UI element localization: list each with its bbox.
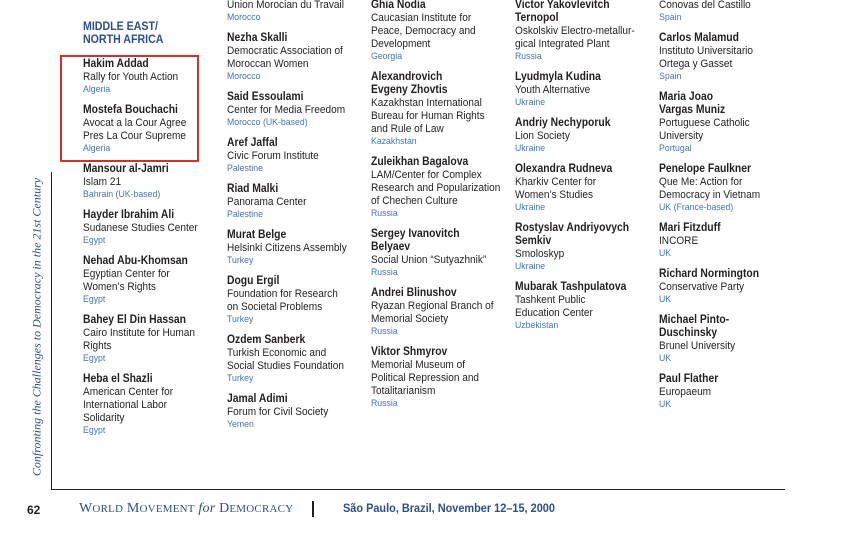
participant-name: Said Essoulami <box>227 91 304 103</box>
participant-organization: of Chechen Culture <box>371 195 458 207</box>
participant-organization: Development <box>371 38 431 50</box>
participant-organization: Cairo Institute for Human <box>83 327 195 339</box>
participant-entry <box>515 117 657 155</box>
participant-country: Ukraine <box>515 202 546 213</box>
region-heading-line: NORTH AFRICA <box>83 32 164 46</box>
participant-organization: Smoloskyp <box>515 248 565 260</box>
participant-country: Spain <box>659 12 682 23</box>
participant-entry <box>371 156 513 220</box>
participant-country: Portugal <box>659 143 692 154</box>
participant-organization: Moroccan Women <box>227 58 309 70</box>
participant-country: Russia <box>371 267 398 278</box>
participant-country: Ukraine <box>515 97 546 108</box>
participant-country: UK <box>659 353 672 364</box>
brand-ovement: OVEMENT <box>139 503 195 515</box>
participant-organization: Egyptian Center for <box>83 268 170 280</box>
participant-entry <box>659 268 801 306</box>
participant-country: Algeria <box>83 84 111 95</box>
participant-entry <box>659 222 801 260</box>
participant-organization: Turkish Economic and <box>227 347 327 359</box>
participant-name: Bahey El Din Hassan <box>83 314 186 326</box>
column-4 <box>515 0 657 340</box>
participant-organization: Kazakhstan International <box>371 97 482 109</box>
participant-name: Ghia Nodia <box>371 0 426 11</box>
participant-country: Russia <box>371 398 398 409</box>
participant-name: Rostyslav Andriyovych <box>515 222 630 234</box>
participant-organization: Civic Forum Institute <box>227 150 319 162</box>
participant-country: Egypt <box>83 235 106 246</box>
participant-organization: Europaeum <box>659 386 712 398</box>
participant-name: Olexandra Rudneva <box>515 163 613 175</box>
participant-country: UK (France-based) <box>659 202 734 213</box>
participant-country: UK <box>659 399 672 410</box>
participant-organization: Political Repression and <box>371 372 480 384</box>
participant-organization: Panorama Center <box>227 196 307 208</box>
page-number: 62 <box>27 503 41 517</box>
participant-organization: Oskolskiv Electro-metallur- <box>515 25 635 37</box>
participant-country: Ukraine <box>515 261 546 272</box>
participant-entry <box>227 183 369 221</box>
participant-name: Maria Joao <box>659 91 714 103</box>
participant-country: Algeria <box>83 143 111 154</box>
participant-name: Sergey Ivanovitch <box>371 228 460 240</box>
participant-organization: Portuguese Catholic <box>659 117 750 129</box>
participant-country: Egypt <box>83 294 106 305</box>
participant-organization: INCORE <box>659 235 699 247</box>
participant-entry <box>371 0 513 63</box>
participant-country: Turkey <box>227 314 254 325</box>
participant-country: Bahrain (UK-based) <box>83 189 161 200</box>
participant-country: Yemen <box>227 419 254 430</box>
participant-organization: Youth Alternative <box>515 84 591 96</box>
participant-organization: Union Morocian du Travail <box>227 0 344 11</box>
participant-organization: Que Me: Action for <box>659 176 743 188</box>
participant-name: Jamal Adimi <box>227 393 288 405</box>
participant-entry <box>659 314 801 365</box>
participant-name: Aref Jaffal <box>227 137 278 149</box>
participant-name: Hakim Addad <box>83 58 149 70</box>
participant-name: Nezha Skalli <box>227 32 288 44</box>
participant-name: Andriy Nechyporuk <box>515 117 611 129</box>
participant-organization: Kharkiv Center for <box>515 176 597 188</box>
participant-entry <box>83 255 225 306</box>
participant-organization: Center for Media Freedom <box>227 104 346 116</box>
participant-name: Vargas Muniz <box>659 104 726 116</box>
column-5 <box>659 0 801 419</box>
participant-organization: Women’s Rights <box>83 281 156 293</box>
brand-w: W <box>79 501 93 516</box>
participant-organization: International Labor <box>83 399 167 411</box>
vertical-rule <box>51 172 52 489</box>
footer-divider <box>312 501 314 517</box>
brand-d: D <box>219 501 230 516</box>
participant-name: Michael Pinto- <box>659 314 730 326</box>
participant-entry <box>515 163 657 214</box>
participant-name: Ozdem Sanberk <box>227 334 306 346</box>
participant-name: Mostefa Bouchachi <box>83 104 178 116</box>
participant-name: Mansour al-Jamri <box>83 163 169 175</box>
participant-entry <box>659 91 801 155</box>
participant-organization: Foundation for Research <box>227 288 338 300</box>
participant-entry <box>227 229 369 267</box>
participant-organization: Research and Popularization <box>371 182 501 194</box>
participant-country: Russia <box>515 51 542 62</box>
participant-name: Lyudmyla Kudina <box>515 71 601 83</box>
participant-entry <box>515 71 657 109</box>
participant-organization: Rally for Youth Action <box>83 71 179 83</box>
participant-entry <box>227 32 369 83</box>
participant-organization: Islam 21 <box>83 176 122 188</box>
region-heading-line: MIDDLE EAST/ <box>83 19 158 33</box>
participant-name: Paul Flather <box>659 373 719 385</box>
participant-country: Turkey <box>227 255 254 266</box>
participant-name: Alexandrovich <box>371 71 443 83</box>
participant-country: Egypt <box>83 425 106 436</box>
participant-entry <box>227 275 369 326</box>
participant-entry <box>659 32 801 83</box>
participant-country: UK <box>659 294 672 305</box>
participant-organization: on Societal Problems <box>227 301 323 313</box>
participant-name: Zuleikhan Bagalova <box>371 156 469 168</box>
participant-country: Morocco <box>227 12 261 23</box>
participant-country: Georgia <box>371 51 403 62</box>
participant-entry <box>83 314 225 365</box>
participant-organization: Totalitarianism <box>371 385 436 397</box>
participant-entry <box>659 373 801 411</box>
participant-organization: American Center for <box>83 386 174 398</box>
participant-entry <box>83 209 225 247</box>
participant-name: Semkiv <box>515 235 552 247</box>
participant-name: Duschinsky <box>659 327 718 339</box>
participant-country: Kazakhstan <box>371 136 417 147</box>
brand-emocracy: EMOCRACY <box>229 503 294 515</box>
participant-country: Russia <box>371 326 398 337</box>
participant-name: Belyaev <box>371 241 411 253</box>
participant-name: Mari Fitzduff <box>659 222 721 234</box>
participant-organization: Democratic Association of <box>227 45 343 57</box>
column-3 <box>371 0 513 418</box>
participant-name: Andrei Blinushov <box>371 287 457 299</box>
participant-organization: Helsinki Citizens Assembly <box>227 242 347 254</box>
participant-organization: Instituto Universitario <box>659 45 754 57</box>
participant-name: Heba el Shazli <box>83 373 153 385</box>
brand-for: for <box>198 501 216 516</box>
participant-organization: Brunel University <box>659 340 736 352</box>
participant-entry <box>227 393 369 431</box>
participant-organization: LAM/Center for Complex <box>371 169 482 181</box>
participant-organization: Forum for Civil Society <box>227 406 329 418</box>
participant-organization: Democracy in Vietnam <box>659 189 761 201</box>
brand-orld: ORLD <box>92 503 124 515</box>
participant-organization: Peace, Democracy and <box>371 25 476 37</box>
participant-organization: Pres La Cour Supreme <box>83 130 186 142</box>
participant-name: Richard Normington <box>659 268 760 280</box>
participant-entry <box>227 137 369 175</box>
participant-organization: Avocat a la Cour Agree <box>83 117 187 129</box>
participant-entry <box>515 0 657 63</box>
participant-country: Russia <box>371 208 398 219</box>
sidebar-title: Confronting the Challenges to Democracy in the 21st Century <box>29 177 44 477</box>
participant-entry <box>371 287 513 338</box>
participant-organization: University <box>659 130 704 142</box>
column-2 <box>227 0 369 439</box>
participant-organization: gical Integrated Plant <box>515 38 610 50</box>
participant-organization: Sudanese Studies Center <box>83 222 198 234</box>
participant-organization: Conservative Party <box>659 281 745 293</box>
participant-organization: Social Union “Sutyazhnik” <box>371 254 487 266</box>
participant-organization: Lion Society <box>515 130 570 142</box>
participant-entry <box>515 222 657 273</box>
participant-entry <box>371 228 513 279</box>
participant-country: Morocco (UK-based) <box>227 117 308 128</box>
participant-entry <box>83 373 225 437</box>
participant-entry <box>83 163 225 201</box>
participant-entry <box>371 346 513 410</box>
participant-organization: and Rule of Law <box>371 123 444 135</box>
participant-country: Egypt <box>83 353 106 364</box>
brand-m: M <box>126 501 140 516</box>
participant-organization: Education Center <box>515 307 593 319</box>
horizontal-rule <box>51 489 785 490</box>
footer-brand <box>79 501 293 517</box>
participant-organization: Caucasian Institute for <box>371 12 472 24</box>
participant-country: Uzbekistan <box>515 320 559 331</box>
participant-organization: Rights <box>83 340 112 352</box>
participant-organization: Memorial Society <box>371 313 449 325</box>
participant-name: Ternopol <box>515 12 559 24</box>
participant-country: Spain <box>659 71 682 82</box>
participant-name: Mubarak Tashpulatova <box>515 281 627 293</box>
participant-country: Ukraine <box>515 143 546 154</box>
participant-name: Carlos Malamud <box>659 32 739 44</box>
participant-entry <box>515 281 657 332</box>
participant-organization: Women’s Studies <box>515 189 593 201</box>
participant-entry <box>227 0 369 24</box>
participant-organization: Memorial Museum of <box>371 359 466 371</box>
participant-entry <box>659 163 801 214</box>
participant-entry <box>227 91 369 129</box>
participant-name: Viktor Shmyrov <box>371 346 448 358</box>
participant-name: Hayder Ibrahim Ali <box>83 209 175 221</box>
participant-name: Riad Malki <box>227 183 279 195</box>
participant-country: Palestine <box>227 209 263 220</box>
participant-country: Palestine <box>227 163 263 174</box>
participant-name: Nehad Abu-Khomsan <box>83 255 188 267</box>
participant-name: Penelope Faulkner <box>659 163 752 175</box>
participant-country: UK <box>659 248 672 259</box>
participant-entry <box>371 71 513 148</box>
participant-organization: Conovas del Castillo <box>659 0 751 11</box>
participant-name: Dogu Ergil <box>227 275 280 287</box>
participant-country: Morocco <box>227 71 261 82</box>
participant-organization: Social Studies Foundation <box>227 360 344 372</box>
participant-organization: Tashkent Public <box>515 294 586 306</box>
participant-organization: Solidarity <box>83 412 125 424</box>
participant-organization: Ortega y Gasset <box>659 58 733 70</box>
participant-organization: Ryazan Regional Branch of <box>371 300 494 312</box>
region-heading <box>83 20 211 46</box>
participant-name: Victor Yakovlevitch <box>515 0 610 11</box>
participant-country: Turkey <box>227 373 254 384</box>
footer-event: São Paulo, Brazil, November 12–15, 2000 <box>343 503 555 515</box>
participant-name: Murat Belge <box>227 229 287 241</box>
participant-name: Evgeny Zhovtis <box>371 84 448 96</box>
highlight-box <box>60 55 199 162</box>
participant-entry <box>659 0 801 24</box>
participant-entry <box>227 334 369 385</box>
participant-organization: Bureau for Human Rights <box>371 110 485 122</box>
